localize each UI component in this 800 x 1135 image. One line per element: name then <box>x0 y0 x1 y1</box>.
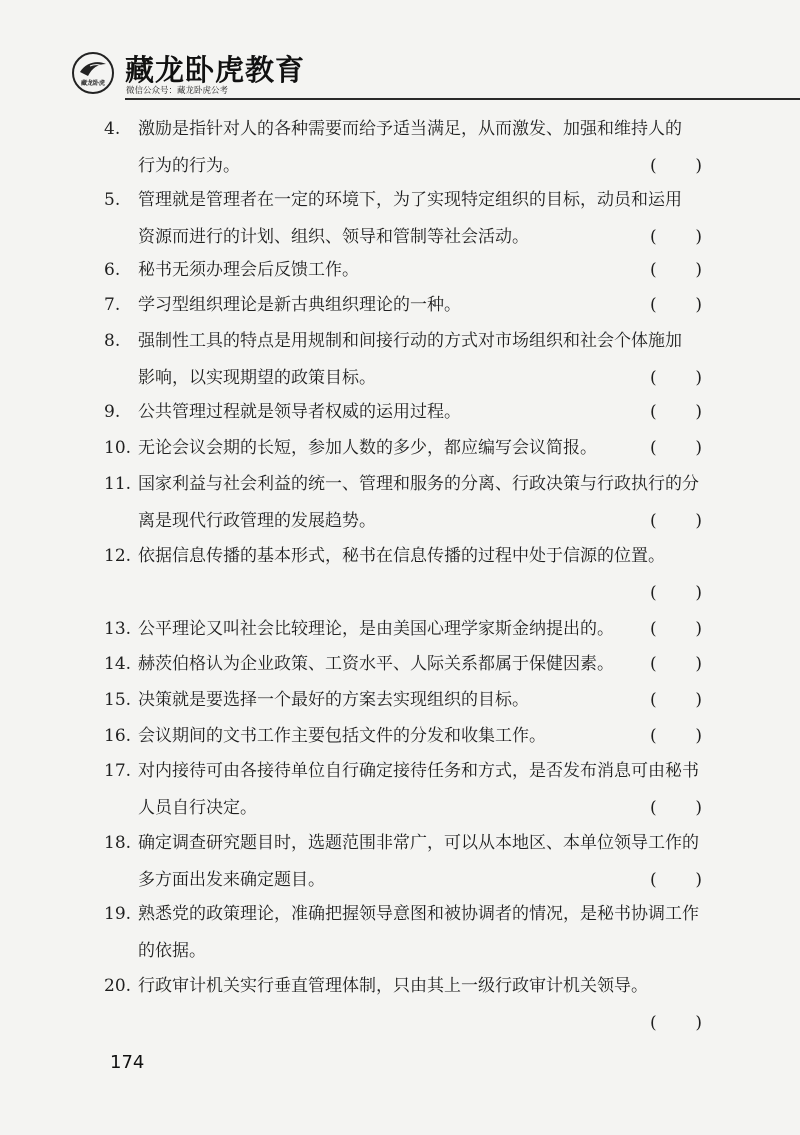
question-item <box>104 287 704 324</box>
question-item <box>104 182 704 256</box>
question-line: 公共管理过程就是领导者权威的运用过程。 <box>138 402 461 422</box>
answer-blank[interactable]: ( ) <box>650 511 702 531</box>
brand-subtitle: 微信公众号：藏龙卧虎公考 <box>126 86 229 96</box>
header-divider <box>125 98 800 100</box>
question-line: 多方面出发来确定题目。 <box>138 870 325 890</box>
answer-blank[interactable]: ( ) <box>650 156 702 176</box>
question-line: 管理就是管理者在一定的环境下，为了实现特定组织的目标，动员和运用 <box>138 190 682 210</box>
answer-blank[interactable]: ( ) <box>650 654 702 674</box>
question-item <box>104 111 704 185</box>
answer-blank[interactable]: ( ) <box>650 402 702 422</box>
question-number: 6. <box>104 260 121 280</box>
question-number: 10. <box>104 438 132 458</box>
answer-blank[interactable]: ( ) <box>650 260 702 280</box>
question-line: 学习型组织理论是新古典组织理论的一种。 <box>138 295 461 315</box>
page-header <box>0 0 800 102</box>
question-number: 16. <box>104 726 132 746</box>
question-item <box>104 466 704 540</box>
question-item <box>104 968 704 1005</box>
question-number: 12. <box>104 546 132 566</box>
question-line: 会议期间的文书工作主要包括文件的分发和收集工作。 <box>138 726 546 746</box>
question-line: 公平理论又叫社会比较理论，是由美国心理学家斯金纳提出的。 <box>138 619 614 639</box>
question-number: 17. <box>104 761 132 781</box>
question-line: 的依据。 <box>138 941 206 961</box>
question-number: 4. <box>104 119 121 139</box>
question-item <box>104 538 704 575</box>
question-number: 9. <box>104 402 121 422</box>
question-line: 行为的行为。 <box>138 156 240 176</box>
question-number: 13. <box>104 619 132 639</box>
question-item <box>104 718 704 755</box>
question-item <box>104 682 704 719</box>
question-number: 14. <box>104 654 132 674</box>
logo-text: 藏龙卧虎 <box>80 80 105 87</box>
question-line: 人员自行决定。 <box>138 798 257 818</box>
question-line: 决策就是要选择一个最好的方案去实现组织的目标。 <box>138 690 529 710</box>
answer-blank[interactable]: ( ) <box>650 1013 702 1033</box>
question-line: 强制性工具的特点是用规制和间接行动的方式对市场组织和社会个体施加 <box>138 331 682 351</box>
answer-blank[interactable]: ( ) <box>650 438 702 458</box>
answer-blank[interactable]: ( ) <box>650 619 702 639</box>
answer-blank[interactable]: ( ) <box>650 870 702 890</box>
answer-blank[interactable]: ( ) <box>650 583 702 603</box>
question-line: 确定调查研究题目时，选题范围非常广，可以从本地区、本单位领导工作的 <box>138 833 699 853</box>
question-item <box>104 896 704 970</box>
question-number: 8. <box>104 331 121 351</box>
question-number: 5. <box>104 190 121 210</box>
brand-logo <box>72 52 114 94</box>
question-line: 资源而进行的计划、组织、领导和管制等社会活动。 <box>138 227 529 247</box>
question-line: 秘书无须办理会后反馈工作。 <box>138 260 359 280</box>
question-item <box>104 323 704 397</box>
question-number: 7. <box>104 295 121 315</box>
question-item <box>104 753 704 827</box>
question-line: 影响，以实现期望的政策目标。 <box>138 368 376 388</box>
page-number: 174 <box>110 1052 145 1073</box>
question-item <box>104 646 704 683</box>
question-line: 激励是指针对人的各种需要而给予适当满足，从而激发、加强和维持人的 <box>138 119 682 139</box>
question-item <box>104 394 704 431</box>
brand-title: 藏龙卧虎教育 <box>125 53 306 87</box>
question-number: 15. <box>104 690 132 710</box>
question-line: 对内接待可由各接待单位自行确定接待任务和方式，是否发布消息可由秘书 <box>138 761 699 781</box>
answer-blank[interactable]: ( ) <box>650 295 702 315</box>
question-item <box>104 611 704 648</box>
question-line: 赫茨伯格认为企业政策、工资水平、人际关系都属于保健因素。 <box>138 654 614 674</box>
question-number: 19. <box>104 904 132 924</box>
question-item <box>104 825 704 899</box>
answer-blank[interactable]: ( ) <box>650 726 702 746</box>
question-number: 18. <box>104 833 132 853</box>
question-line: 熟悉党的政策理论，准确把握领导意图和被协调者的情况，是秘书协调工作 <box>138 904 699 924</box>
answer-blank[interactable]: ( ) <box>650 690 702 710</box>
question-item <box>104 252 704 289</box>
question-line: 行政审计机关实行垂直管理体制，只由其上一级行政审计机关领导。 <box>138 976 648 996</box>
question-number: 20. <box>104 976 132 996</box>
question-item <box>104 430 704 467</box>
question-line: 国家利益与社会利益的统一、管理和服务的分离、行政决策与行政执行的分 <box>138 474 699 494</box>
question-line: 无论会议会期的长短，参加人数的多少，都应编写会议简报。 <box>138 438 597 458</box>
question-number: 11. <box>104 474 132 494</box>
question-line: 依据信息传播的基本形式，秘书在信息传播的过程中处于信源的位置。 <box>138 546 665 566</box>
answer-blank[interactable]: ( ) <box>650 227 702 247</box>
question-line: 离是现代行政管理的发展趋势。 <box>138 511 376 531</box>
answer-blank[interactable]: ( ) <box>650 798 702 818</box>
answer-blank[interactable]: ( ) <box>650 368 702 388</box>
